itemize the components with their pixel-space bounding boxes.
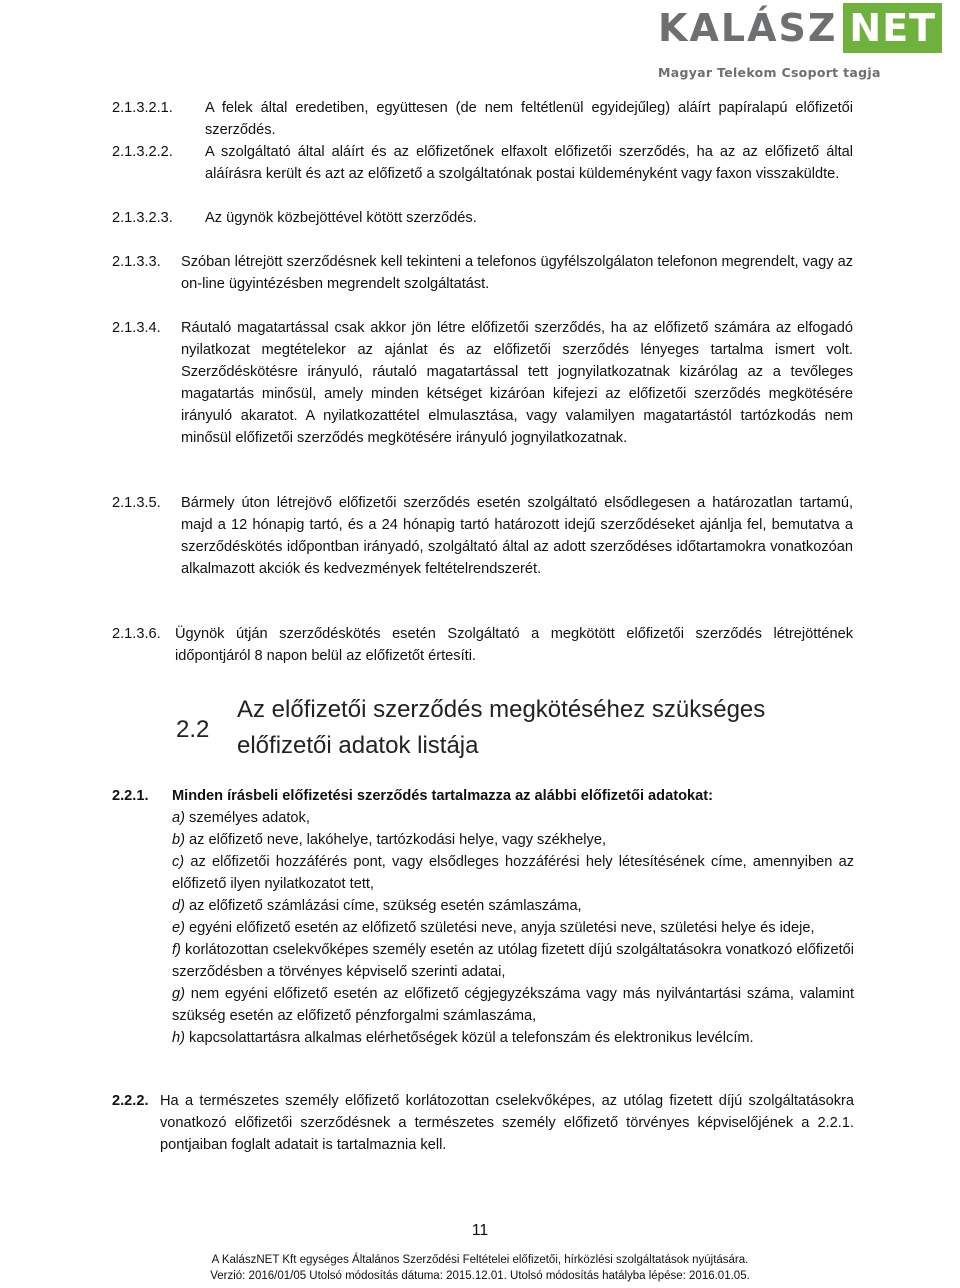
- list-item: [172, 807, 854, 829]
- item-number: 2.2.1.: [112, 788, 149, 804]
- list-text: az előfizető számlázási címe, szükség esetén számlaszáma,: [184, 898, 582, 914]
- list-item: [172, 939, 854, 983]
- list-letter: a): [172, 810, 185, 826]
- data-list-block: [172, 785, 854, 1049]
- item-text: Az ügynök közbejöttével kötött szerződés.: [205, 210, 477, 226]
- item-text: A szolgáltató által aláírt és az előfizetőnek elfaxolt előfizetői szerződés, ha az az előfizető által aláírásra került és azt az előfizető a szolgáltatónak postai küldeményként vagy faxon visszaküldte.: [205, 144, 853, 182]
- list-letter: g): [172, 986, 185, 1002]
- list-item: [172, 895, 854, 917]
- list-text: kapcsolattartásra alkalmas elérhetőségek közül a telefonszám és elektronikus levélcím.: [184, 1030, 754, 1046]
- item-number: 2.2.2.: [112, 1093, 149, 1109]
- list-letter: c): [172, 854, 185, 870]
- item-text: Bármely úton létrejövő előfizetői szerződés esetén szolgáltató elsődlegesen a határozatlan tartamú, majd a 12 hónapig tartó, és a 24 hónapig tartó határozott idejű szerződéseket ajánlja fel, bemutatva a szerződéskötés időpontban irányadó, szolgáltató által az adott szerződéses időtartamokra vonatkozóan alkalmazott akciók és kedvezmények feltételrendszerét.: [181, 495, 853, 577]
- item-text: Ha a természetes személy előfizető korlátozottan cselekvőképes, az utólag fizetett díjú szolgáltatásokra vonatkozó előfizetői szerződésnek a természetes személy előfizető törvényes képviselőjének a 2.2.1. pontjaiban foglalt adatait is tartalmaznia kell.: [160, 1093, 854, 1153]
- item-number: 2.1.3.5.: [112, 495, 161, 511]
- item-number: 2.1.3.6.: [112, 626, 161, 642]
- list-letter: h): [172, 1030, 185, 1046]
- page-number: 11: [471, 1222, 489, 1239]
- list-item: [172, 829, 854, 851]
- section-heading-title: Az előfizetői szerződés megkötéséhez szükséges előfizetői adatok listája: [237, 696, 766, 759]
- item-text: Ráutaló magatartással csak akkor jön létre előfizetői szerződés, ha az előfizető számára az elfogadó nyilatkozat megtételekor az ajánlat és az előfizetői szerződés lényeges tartalma ismert volt. Szerződéskötésre irányuló, ráutaló magatartással tett jognyilatkozatnak kizárólag az a tevőleges magatartás minősül, amely minden kétséget kizáróan kifejezi az előfizetői szerződés megkötésére irányuló akaratot. A nyilatkozattétel elmulasztása, vagy valamilyen magatartástól tartózkodás nem minősül előfizetői szerződés megkötésére irányuló jognyilatkozatnak.: [181, 320, 853, 446]
- logo-brand-net: NET: [843, 3, 942, 53]
- list-text: korlátozottan cselekvőképes személy esetén az utólag fizetett díjú szolgáltatásokra vonatkozó előfizetői szerződésben a törvényes képviselő szerinti adatai,: [172, 942, 854, 980]
- item-number: 2.1.3.2.2.: [112, 144, 173, 160]
- list-lead: Minden írásbeli előfizetési szerződés tartalmazza az alábbi előfizetői adatokat:: [172, 788, 713, 804]
- item-text: Szóban létrejött szerződésnek kell tekinteni a telefonos ügyfélszolgálaton telefonon megrendelt, vagy az on-line ügyintézésben megrendelt szolgáltatást.: [181, 254, 853, 292]
- kalasznet-logo: [622, 0, 937, 90]
- list-item: [172, 1027, 854, 1049]
- list-letter: b): [172, 832, 185, 848]
- footer-line: A KalászNET Kft egységes Általános Szerződési Feltételei előfizetői, hírközlési szolgáltatások nyújtására.: [211, 1254, 749, 1266]
- list-item: [172, 917, 854, 939]
- list-text: egyéni előfizető esetén az előfizető születési neve, anyja születési neve, születési helye és ideje,: [184, 920, 815, 936]
- list-letter: e): [172, 920, 185, 936]
- item-text: A felek által eredetiben, együttesen (de nem feltétlenül egyidejűleg) aláírt papíralapú előfizetői szerződés.: [205, 100, 853, 138]
- list-text: személyes adatok,: [184, 810, 310, 826]
- list-text: nem egyéni előfizető esetén az előfizető cégjegyzékszáma vagy más nyilvántartási száma, valamint szükség esetén az előfizető pénzforgalmi számlaszáma,: [172, 986, 854, 1024]
- item-number: 2.1.3.2.3.: [112, 210, 173, 226]
- list-letter: d): [172, 898, 185, 914]
- list-letter: f): [172, 942, 181, 958]
- list-text: az előfizető neve, lakóhelye, tartózkodási helye, vagy székhelye,: [184, 832, 607, 848]
- item-text: Ügynök útján szerződéskötés esetén Szolgáltató a megkötött előfizetői szerződés létrejöttének időpontjáról 8 napon belül az előfizetőt értesíti.: [175, 626, 853, 664]
- list-item: [172, 983, 854, 1027]
- list-item: [172, 851, 854, 895]
- item-number: 2.1.3.2.1.: [112, 100, 173, 116]
- section-heading-number: 2.2: [176, 715, 210, 743]
- item-number: 2.1.3.3.: [112, 254, 161, 270]
- list-text: az előfizetői hozzáférés pont, vagy elsődleges hozzáférési hely létesítésének címe, amennyiben az előfizető ilyen nyilatkozatot tett,: [172, 854, 854, 892]
- logo-tagline: Magyar Telekom Csoport tagja: [658, 65, 881, 80]
- footer-line: Verzió: 2016/01/05 Utolsó módosítás dátuma: 2015.12.01. Utolsó módosítás hatályba lépése: 2016.01.05.: [210, 1270, 750, 1282]
- logo-brand-main: KALÁSZ: [658, 6, 838, 50]
- item-number: 2.1.3.4.: [112, 320, 161, 336]
